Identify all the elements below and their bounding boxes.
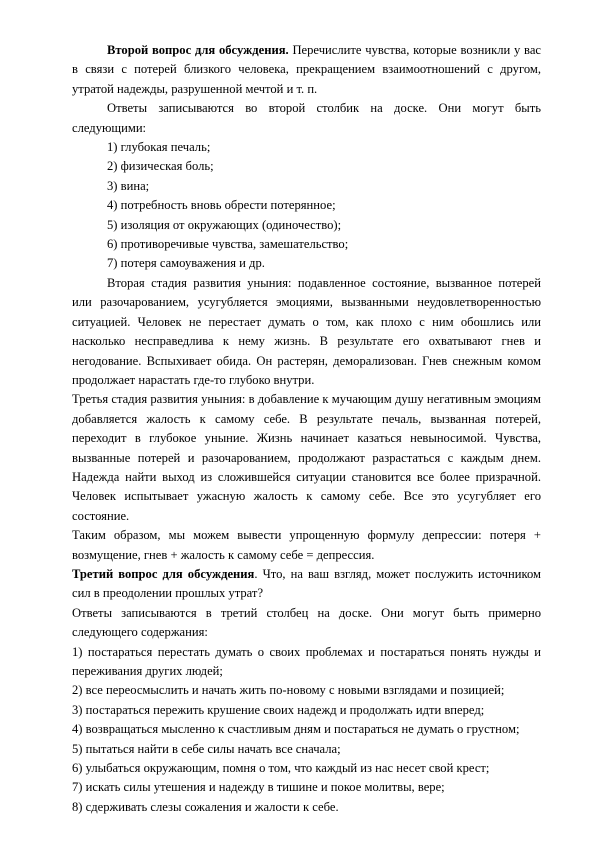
question-2-heading: Второй вопрос для обсуждения. <box>107 43 289 57</box>
list-item: 4) возвращаться мысленно к счастливым дням и постараться не думать о грустном; <box>72 722 520 737</box>
list-item: 5) изоляция от окружающих (одиночество); <box>107 217 342 232</box>
list-item: 6) противоречивые чувства, замешательство; <box>107 237 349 252</box>
question-3-text: . Что, на ваш взгляд, может послужить источником сил в преодолении прошлых утрат? <box>72 566 541 601</box>
list-item: 7) потеря самоуважения и др. <box>107 256 265 271</box>
answers-intro-2: Ответы записываются во второй столбик на доске. Они могут быть следующими: <box>72 101 541 135</box>
question-2-text: Перечислите чувства, которые возникли у вас в связи с потерей близкого человека, прекращением взаимоотношений с другом, утратой надежды, разрушенной мечтой и т. п. <box>72 43 541 96</box>
list-item: 2) все переосмыслить и начать жить по-новому с новыми взглядами и позицией; <box>72 683 505 698</box>
answers-intro-3: Ответы записываются в третий столбец на доске. Они могут быть примерно следующего содержания: <box>72 605 541 640</box>
stage-3-paragraph: Третья стадия развития уныния: в добавление к мучающим душу негативным эмоциям добавляется жалость к самому себе. В результате печаль, вызванная потерей, переходит в глубокое уныние. Жизнь начинает казаться невыносимой. Чувства, вызванные потерей и разочарованием, продолжают разрастаться с каждым днем. Надежда найти выход из сложившейся ситуации становится все более призрачной. Человек испытывает ужасную жалость к самому себе. Все это усугубляет его состояние. <box>72 392 541 523</box>
list-item: 7) искать силы утешения и надежду в тишине и покое молитвы, вере; <box>72 780 445 795</box>
sources-list <box>72 643 541 818</box>
question-2-paragraph <box>72 41 541 99</box>
stage-2-paragraph: Вторая стадия развития уныния: подавленное состояние, вызванное потерей или разочарованием, усугубляется эмоциями, вызванными неудовлетворенностью ситуацией. Человек не перестает думать о том, как плохо с ним обошлись или насколько несправедлива к нему жизнь. В результате его охватывают гнев и негодование. Вспыхивает обида. Он растерян, деморализован. Гнев снежным комом продолжает нарастать где-то глубоко внутри. <box>72 275 541 387</box>
question-3-heading: Третий вопрос для обсуждения <box>72 566 255 581</box>
list-item: 6) улыбаться окружающим, помня о том, что каждый из нас несет свой крест; <box>72 761 490 776</box>
list-item: 1) постараться перестать думать о своих проблемах и постараться понять нужды и переживания других людей; <box>72 644 541 678</box>
list-item: 8) сдерживать слезы сожаления и жалости к себе. <box>72 799 339 814</box>
list-item: 1) глубокая печаль; <box>107 140 211 155</box>
question-3-paragraph <box>72 565 541 604</box>
formula-paragraph: Таким образом, мы можем вывести упрощенную формулу депрессии: потеря + возмущение, гнев + жалость к самому себе = депрессия. <box>72 528 541 562</box>
list-item: 5) пытаться найти в себе силы начать все сначала; <box>72 741 341 756</box>
list-item: 3) вина; <box>107 178 150 193</box>
list-item: 4) потребность вновь обрести потерянное; <box>107 198 336 213</box>
list-item: 3) постараться пережить крушение своих надежд и продолжать идти вперед; <box>72 702 485 717</box>
feelings-list <box>72 138 541 274</box>
list-item: 2) физическая боль; <box>107 159 214 174</box>
